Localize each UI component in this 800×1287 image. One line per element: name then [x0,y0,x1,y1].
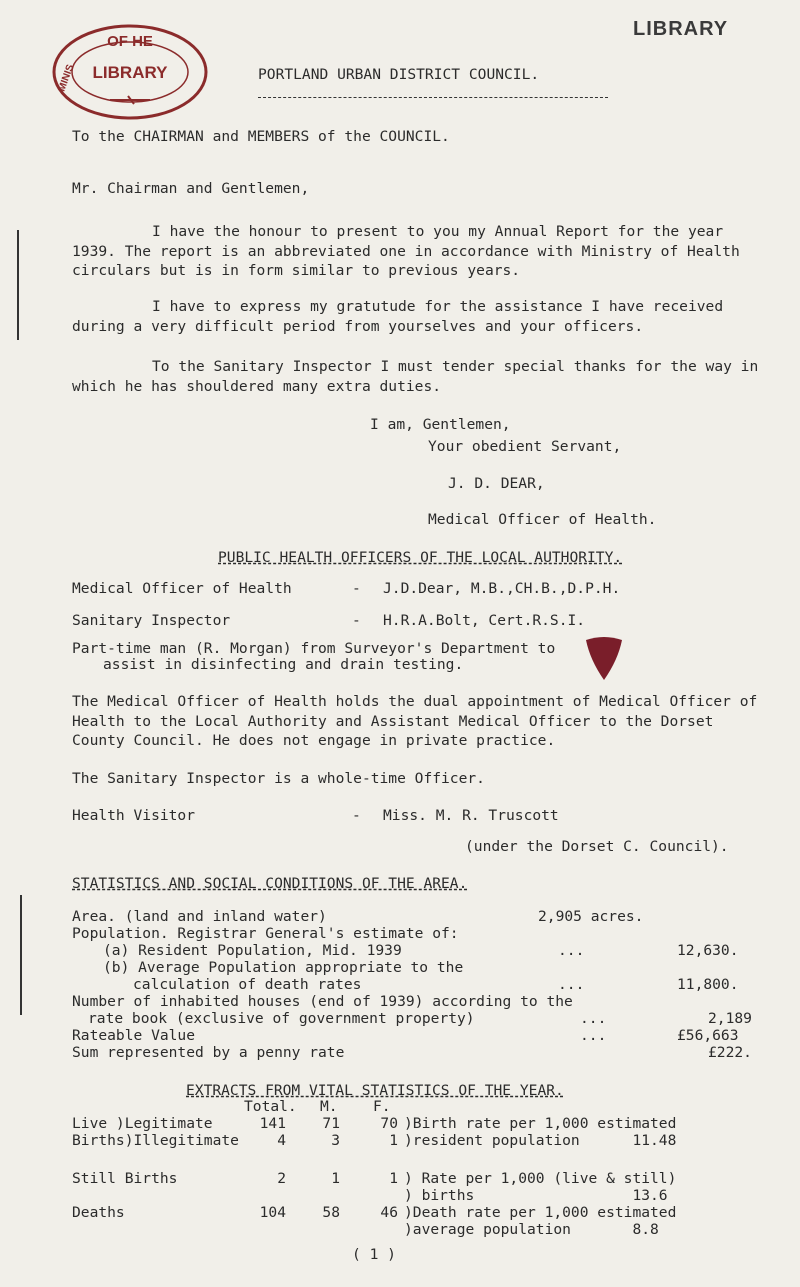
rateable-label: Rateable Value [72,1027,196,1044]
vital-row-0-total: 141 [259,1115,286,1132]
margin-mark [17,230,19,340]
signature-title: Medical Officer of Health. [428,511,657,528]
vital-row-0-label: Live )Legitimate [72,1115,213,1132]
hv-label: Health Visitor [72,807,196,824]
vital-row-0-note: )Birth rate per 1,000 estimated [404,1115,677,1132]
whole-time-note: The Sanitary Inspector is a whole-time Officer. [72,770,485,787]
vital-row-1-m: 3 [331,1132,340,1149]
stamp-main-text: LIBRARY [92,63,168,82]
closing: I am, Gentlemen, [370,416,511,433]
moh-value: J.D.Dear, M.B.,CH.B.,D.P.H. [383,580,621,597]
si-label: Sanitary Inspector [72,612,231,629]
page-number: ( 1 ) [352,1246,396,1263]
moh-label: Medical Officer of Health [72,580,292,597]
council-header: PORTLAND URBAN DISTRICT COUNCIL. [258,66,540,83]
resident-value: 12,630. [677,942,739,959]
letter-paragraph-1: I have the honour to present to you my Annual Report for the year 1939. The report is an abbreviated one in accordance with Ministry of Health circulars but is in form similar to previous years. [72,223,740,279]
vital-row-2-f: 1 [389,1170,398,1187]
col-f: F. [373,1098,391,1115]
vital-row-1-f: 1 [389,1132,398,1149]
vital-row-1-note: )resident population 11.48 [404,1132,677,1149]
officers-heading: PUBLIC HEALTH OFFICERS OF THE LOCAL AUTHORITY. [218,549,623,566]
greeting: Mr. Chairman and Gentlemen, [72,180,310,197]
letter-paragraph-2: I have to express my gratutude for the assistance I have received during a very difficult period from yourselves and your officers. [72,298,724,335]
vital-row-4-label: Deaths [72,1204,125,1221]
vital-heading: EXTRACTS FROM VITAL STATISTICS OF THE YEAR. [186,1082,564,1099]
vital-row-4-total: 104 [259,1204,286,1221]
header-rule [258,97,608,98]
closing-servant: Your obedient Servant, [428,438,622,455]
vital-row-2-label: Still Births [72,1170,178,1187]
social-heading: STATISTICS AND SOCIAL CONDITIONS OF THE AREA. [72,875,468,892]
library-stamp [50,22,210,122]
vital-row-3-note: ) births 13.6 [404,1187,668,1204]
si-value: H.R.A.Bolt, Cert.R.S.I. [383,612,586,629]
vital-row-2-m: 1 [331,1170,340,1187]
vital-row-5-note: )average population 8.8 [404,1221,659,1238]
vital-row-4-note: )Death rate per 1,000 estimated [404,1204,677,1221]
population-label: Population. Registrar General's estimate of: [72,925,459,942]
signature: J. D. DEAR, [448,475,545,492]
dual-appointment: The Medical Officer of Health holds the dual appointment of Medical Officer of Health to the Local Authority and Assistant Medical Officer to the Dorset County Council. He does not engage in private practice. [72,693,758,749]
average-label-1: (b) Average Population appropriate to the [103,959,464,976]
area-label: Area. (land and inland water) [72,908,327,925]
houses-value: 2,189 [708,1010,752,1027]
hv-value: Miss. M. R. Truscott [383,807,559,824]
average-value: 11,800. [677,976,739,993]
ink-blot [582,634,622,684]
resident-label: (a) Resident Population, Mid. 1939 [103,942,402,959]
stamp-left-text: MINIS [56,63,77,94]
stamp-top-text: OF HE [107,33,153,50]
letter-paragraph-3: To the Sanitary Inspector I must tender special thanks for the way in which he has shouldered many extra duties. [72,358,759,395]
col-m: M. [320,1098,338,1115]
parttime-line-1: Part-time man (R. Morgan) from Surveyor's Department to [72,640,556,657]
parttime-line-2: assist in disinfecting and drain testing. [103,656,464,673]
col-total: Total. [244,1098,297,1115]
penny-label: Sum represented by a penny rate [72,1044,345,1061]
penny-value: £222. [708,1044,752,1061]
vital-row-2-note: ) Rate per 1,000 (live & still) [404,1170,677,1187]
vital-row-0-f: 70 [380,1115,398,1132]
hv-note: (under the Dorset C. Council). [465,838,729,855]
houses-label-1: Number of inhabited houses (end of 1939) according to the [72,993,573,1010]
vital-row-0-m: 71 [322,1115,340,1132]
houses-label-2: rate book (exclusive of government property) [88,1010,475,1027]
area-value: 2,905 acres. [538,908,644,925]
vital-row-1-label: Births)Illegitimate [72,1132,239,1149]
average-label-2: calculation of death rates [133,976,362,993]
vital-row-2-total: 2 [277,1170,286,1187]
library-label: LIBRARY [633,18,729,40]
vital-row-4-m: 58 [322,1204,340,1221]
margin-mark-2 [20,895,22,1015]
vital-row-4-f: 46 [380,1204,398,1221]
rateable-value: £56,663 [677,1027,739,1044]
salutation: To the CHAIRMAN and MEMBERS of the COUNCIL. [72,128,450,145]
vital-row-1-total: 4 [277,1132,286,1149]
